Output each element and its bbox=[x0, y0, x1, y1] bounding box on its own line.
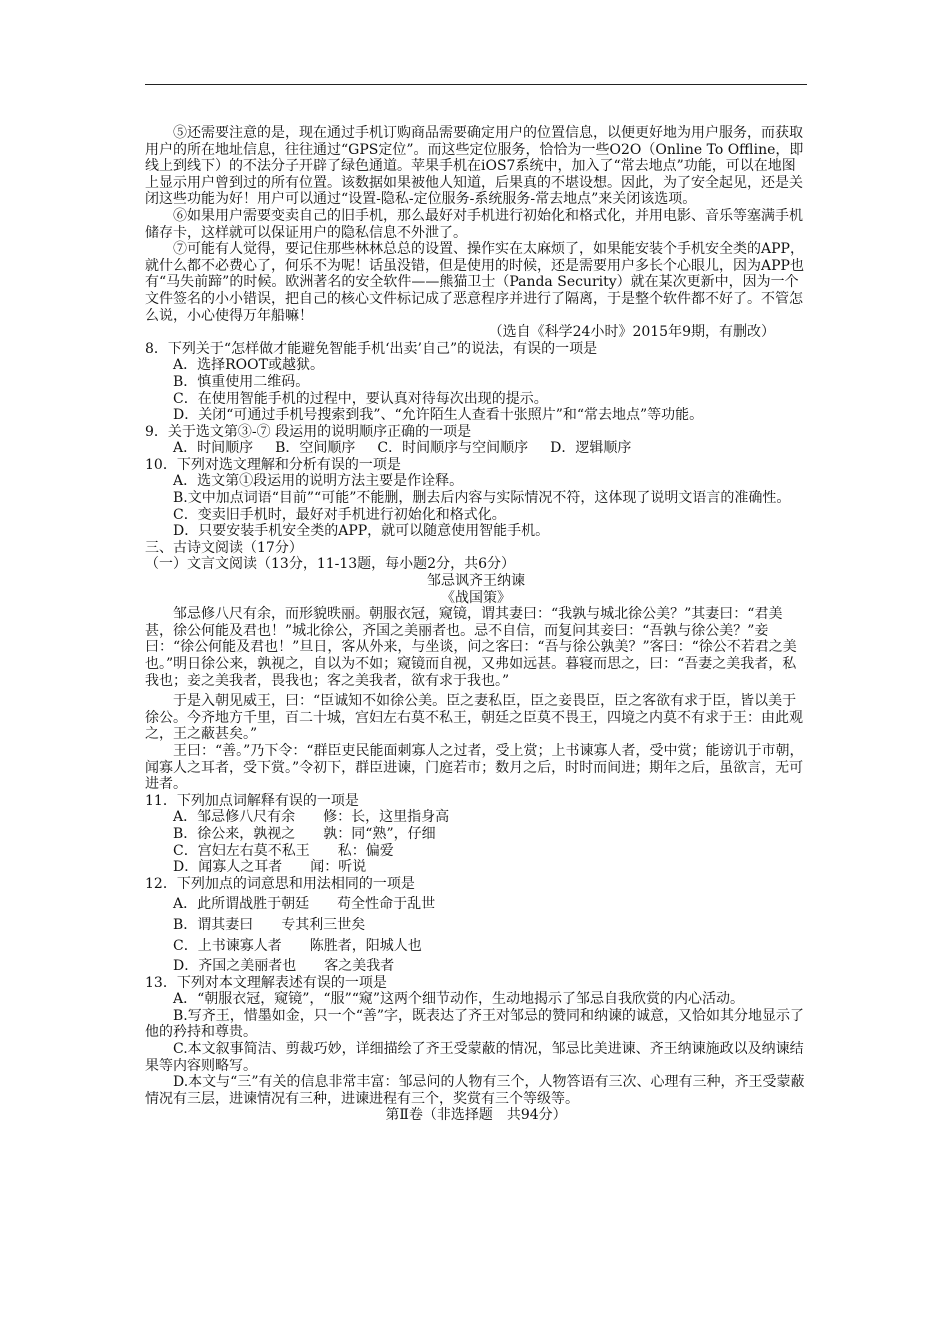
question-9-option-c: C．时间顺序与空间顺序 bbox=[377, 440, 529, 457]
question-10-option-b: B.文中加点词语“目前”“可能”不能删，删去后内容与实际情况不符，这体现了说明文语言的准确性。 bbox=[173, 490, 791, 507]
question-11-option-b: B．徐公来，孰视之 孰：同“熟”，仔细 bbox=[173, 825, 436, 842]
question-9-option-b: B．空间顺序 bbox=[275, 440, 356, 457]
question-9-option-a: A．时间顺序 bbox=[173, 440, 254, 457]
question-8-option-c: C．在使用智能手机的过程中，要认真对待每次出现的提示。 bbox=[173, 390, 548, 407]
part-2-heading: 第Ⅱ卷（非选择题 共94分） bbox=[385, 1107, 567, 1124]
question-11-option-c: C．宫妇左右莫不私王 私：偏爱 bbox=[173, 842, 394, 859]
article-source: （选自《科学24小时》2015年9期，有删改） bbox=[488, 324, 775, 341]
question-13-option-d: D.本文与“三”有关的信息非常丰富：邹忌问的人物有三个，人物答语有三次、心理有三种，齐王受蒙蔽情况有三层，进谏情况有三种，进谏进程有三个，奖赏有三个等级等。 bbox=[145, 1074, 805, 1107]
question-9-stem: 9．关于选文第③-⑦ 段运用的说明顺序正确的一项是 bbox=[145, 423, 472, 440]
question-8-option-d: D．关闭“可通过手机号搜索到我”、“允许陌生人查看十张照片”和“常去地点”等功能。 bbox=[173, 407, 704, 424]
question-12-stem: 12．下列加点的词意思和用法相同的一项是 bbox=[145, 875, 415, 892]
question-10-stem: 10．下列对选文理解和分析有误的一项是 bbox=[145, 456, 401, 473]
question-10-option-a: A．选文第①段运用的说明方法主要是作诠释。 bbox=[173, 473, 464, 490]
question-8-option-b: B．慎重使用二维码。 bbox=[173, 373, 310, 390]
question-10-option-d: D．只要安装手机安全类的APP，就可以随意使用智能手机。 bbox=[173, 523, 550, 540]
question-13-stem: 13．下列对本文理解表述有误的一项是 bbox=[145, 974, 387, 991]
question-8-option-a: A．选择ROOT或越狱。 bbox=[173, 357, 324, 374]
question-11-option-a: A．邹忌修八尺有余 修：长，这里指身高 bbox=[173, 809, 450, 826]
question-12-option-d: D．齐国之美丽者也 客之美我者 bbox=[173, 958, 395, 975]
classical-paragraph-3: 王曰：“善。”乃下令：“群臣吏民能面刺寡人之过者，受上赏；上书谏寡人者，受中赏；能谤讥于市朝，闻寡人之耳者，受下赏。”令初下，群臣进谏，门庭若市；数月之后，时时而间进；期年之后，虽欲言，无可进者。 bbox=[145, 742, 804, 793]
article-paragraph-5: ⑤还需要注意的是，现在通过手机订购商品需要确定用户的位置信息，以便更好地为用户服务，而获取用户的所在地址信息，往往通过“GPS定位”。而这些定位服务，恰恰为一些O2O（Online To Offline，即线上到线下）的不法分子开辟了绿色通道。苹果手机在iOS7系统中，加入了“常去地点”功能，可以在地图上显示用户曾到过的所有位置。该数据如果被他人知道，后果真的不堪设想。因此，为了安全起见，还是关闭这些功能为好！用户可以通过“设置-隐私-定位服务-系统服务-常去地点”来关闭该选项。 bbox=[145, 125, 804, 208]
question-12-option-a: A．此所谓战胜于朝廷 苟全性命于乱世 bbox=[173, 896, 436, 913]
question-13-option-a: A．“朝服衣冠，窥镜”，“服”“窥”这两个细节动作，生动地揭示了邹忌自我欣赏的内心活动。 bbox=[173, 991, 745, 1008]
classical-paragraph-2: 于是入朝见威王，曰：“臣诚知不如徐公美。臣之妻私臣，臣之妾畏臣，臣之客欲有求于臣，皆以美于徐公。今齐地方千里，百二十城，宫妇左右莫不私王，朝廷之臣莫不畏王，四境之内莫不有求于王：由此观之，王之蔽甚矣。” bbox=[145, 693, 803, 743]
header-rule bbox=[145, 84, 807, 85]
classical-paragraph-1: 邹忌修八尺有余，而形貌昳丽。朝服衣冠，窥镜，谓其妻曰：“我孰与城北徐公美？”其妻曰：“君美甚，徐公何能及君也！”城北徐公，齐国之美丽者也。忌不自信，而复问其妾曰：“吾孰与徐公美？”妾曰：“徐公何能及君也！”旦日，客从外来，与坐谈，问之客曰：“吾与徐公孰美？”客曰：“徐公不若君之美也。”明日徐公来，孰视之，自以为不如；窥镜而自视，又弗如远甚。暮寝而思之，曰：“吾妻之美我者，私我也；妾之美我者，畏我也；客之美我者，欲有求于我也。” bbox=[145, 606, 797, 689]
question-13-option-c: C.本文叙事简洁、剪裁巧妙，详细描绘了齐王受蒙蔽的情况，邹忌比美进谏、齐王纳谏施政以及纳谏结果等内容则略写。 bbox=[145, 1041, 804, 1074]
question-9-option-d: D．逻辑顺序 bbox=[550, 440, 632, 457]
question-10-option-c: C．变卖旧手机时，最好对手机进行初始化和格式化。 bbox=[173, 506, 506, 523]
question-11-option-d: D．闻寡人之耳者 闻：听说 bbox=[173, 859, 367, 876]
question-11-stem: 11．下列加点词解释有误的一项是 bbox=[145, 792, 359, 809]
question-12-option-b: B．谓其妻曰 专其利三世矣 bbox=[173, 916, 366, 933]
question-12-option-c: C．上书谏寡人者 陈胜者，阳城人也 bbox=[173, 937, 422, 954]
classical-text-title: 邹忌讽齐王纳谏 bbox=[427, 573, 525, 590]
page-content bbox=[145, 125, 807, 1124]
section-3-subheading: （一）文言文阅读（13分，11-13题，每小题2分，共6分） bbox=[145, 556, 515, 573]
question-9-options bbox=[145, 440, 807, 457]
section-3-heading: 三、古诗文阅读（17分） bbox=[145, 539, 303, 556]
article-paragraph-7: ⑦可能有人觉得，要记住那些林林总总的设置、操作实在太麻烦了，如果能安装个手机安全类的APP，就什么都不必费心了，何乐不为呢！话虽没错，但是使用的时候，还是需要用户多长个心眼儿，因为APP也有“马失前蹄”的时候。欧洲著名的安全软件——熊猫卫士（Panda Security）就在某次更新中，因为一个文件签名的小小错误，把自己的核心文件标记成了恶意程序并进行了隔离，于是整个软件都不好了。不管怎么说，小心使得万年船嘛！ bbox=[145, 241, 804, 324]
article-paragraph-6: ⑥如果用户需要变卖自己的旧手机，那么最好对手机进行初始化和格式化，并用电影、音乐等塞满手机储存卡，这样就可以保证用户的隐私信息不外泄了。 bbox=[145, 207, 803, 241]
classical-text-book: 《战国策》 bbox=[441, 589, 511, 606]
question-13-option-b: B.写齐王，惜墨如金，只一个“善”字，既表达了齐王对邹忌的赞同和纳谏的诚意，又恰如其分地显示了他的矜持和尊贵。 bbox=[145, 1007, 805, 1041]
question-8-stem: 8．下列关于“怎样做才能避免智能手机‘出卖’自己”的说法，有误的一项是 bbox=[145, 340, 598, 357]
